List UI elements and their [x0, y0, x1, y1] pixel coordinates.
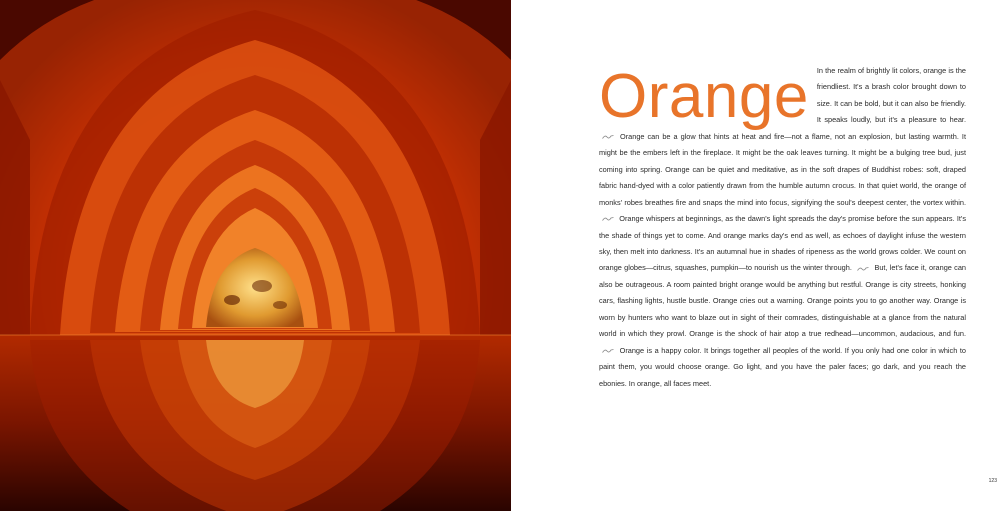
paragraph-ornament-icon: [602, 348, 614, 354]
paragraph-ornament-icon: [602, 134, 614, 140]
paragraph: Orange whispers at beginnings, as the dawn's light spreads the day's promise before the sun appears. It's the shade of things yet to come. And orange marks day's end as well, as echoes of daylight infuse the western sky, then melt into darkness. It's an autumnal hue in shades of ripeness as the world grows colder. We count on orange globes—citrus, squashes, pumpkin—to nourish us the winter through.: [599, 214, 966, 273]
paragraph: Orange is a happy color. It brings together all peoples of the world. If you only had one color in which to paint them, you would choose orange. Go light, and you have the paler faces; go dark, and you reach the ebonies. In orange, all faces meet.: [599, 345, 967, 388]
paragraph-ornament-icon: [857, 266, 869, 272]
body-text: [599, 63, 966, 392]
paragraph-ornament-icon: [602, 216, 614, 222]
text-page: [511, 0, 1000, 511]
paragraph: In the realm of brightly lit colors, orange is the friendliest. It's a brash color brought down to size. It can be bold, but it can also be friendly. It speaks loudly, but it's a pleasure to hear.: [816, 66, 966, 125]
page-title: Orange: [599, 62, 809, 131]
page-number: 123: [988, 478, 997, 484]
paragraph: But, let's face it, orange can also be outrageous. A room painted bright orange would be anything but restful. Orange is city streets, honking cars, flashing lights, hustle bustle. Orange cries out a warning. Orange points you to go another way. Orange is worn by hunters who want to blaze out in sight of their comrades, distinguishable at a glance from the natural world in which they prowl. Orange is the shock of hair atop a true redhead—uncommon, audacious, and fun.: [599, 263, 966, 339]
paragraph: Orange can be a glow that hints at heat and fire—not a flame, not an explosion, but lasting warmth. It might be the embers left in the fireplace. It might be the oak leaves turning. It might be a bulging tree bud, just coming into spring. Orange can be quiet and meditative, as in the soft drapes of Buddhist robes: soft, draped fabric hand-dyed with a color patiently drawn from the humble autumn crocus. In that quiet world, the orange of monks' robes breathes fire and snaps the mind into focus, signifying the soul's deepest center, the vortex within.: [599, 131, 966, 207]
